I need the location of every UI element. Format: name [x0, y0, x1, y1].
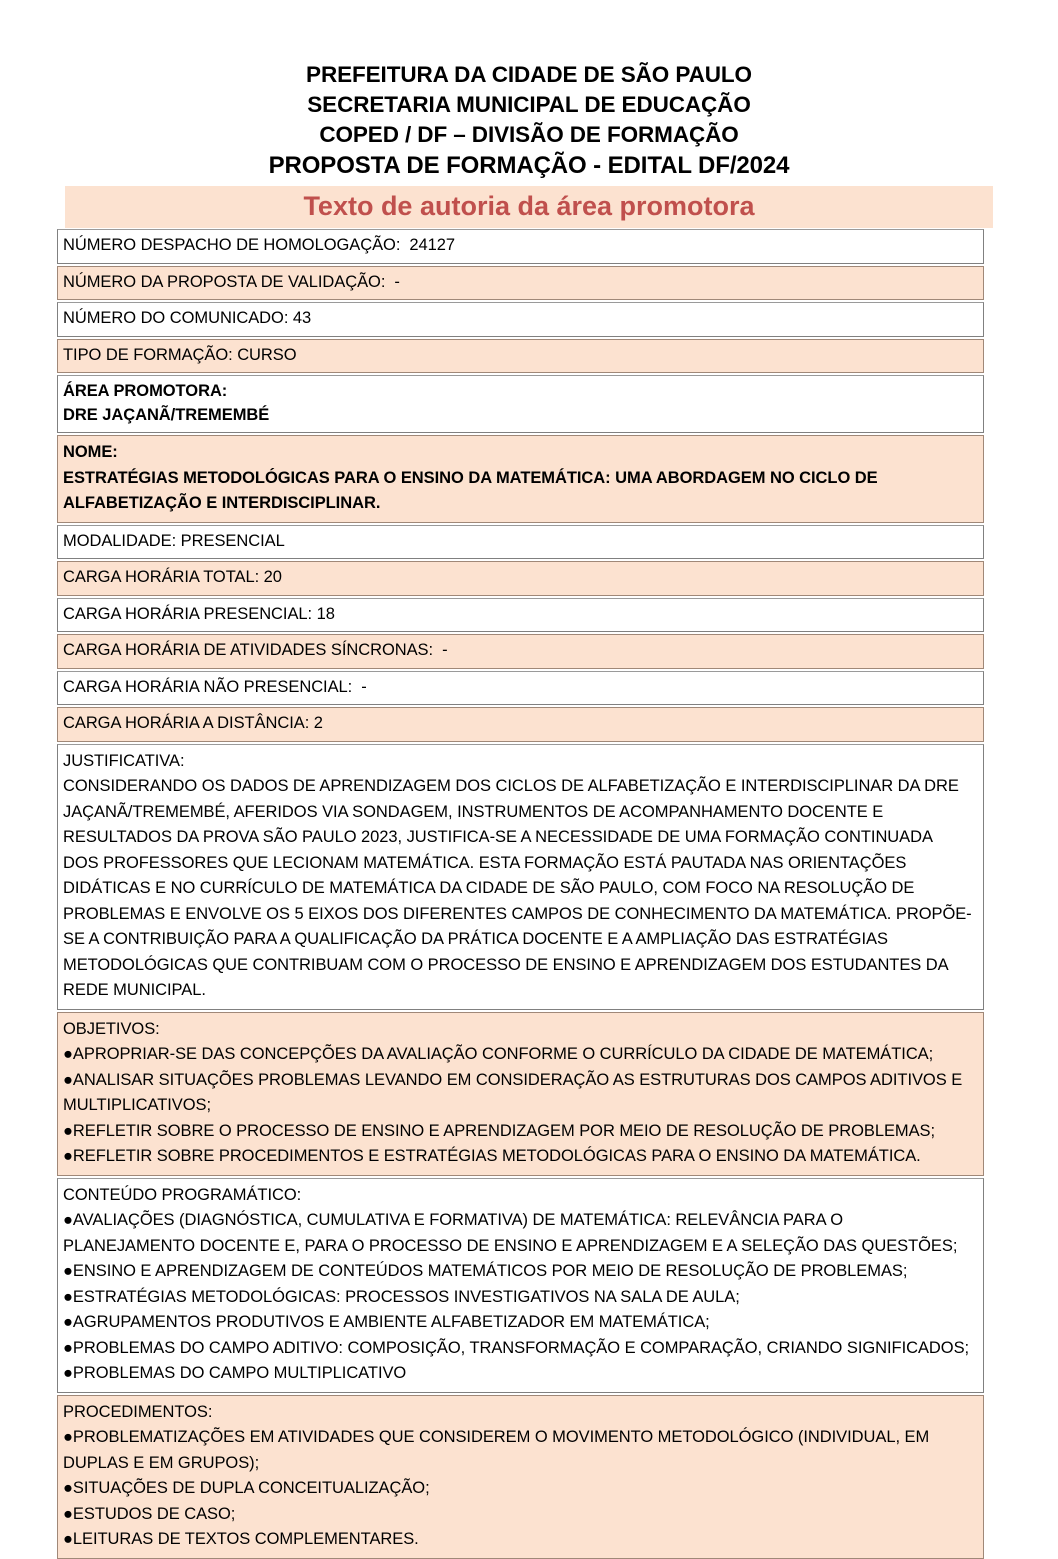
header-line-proposta: PROPOSTA DE FORMAÇÃO - EDITAL DF/2024 — [268, 152, 790, 179]
row-justificativa-line: DIDÁTICAS E NO CURRÍCULO DE MATEMÁTICA DA CIDADE DE SÃO PAULO, COM FOCO NA RESOLUÇÃO DE — [63, 879, 915, 897]
row-nome-line: ESTRATÉGIAS METODOLÓGICAS PARA O ENSINO DA MATEMÁTICA: UMA ABORDAGEM NO CICLO DE — [63, 468, 878, 487]
row-numero-despacho-homologacao — [57, 229, 984, 264]
row-tipo-de-formacao — [57, 339, 984, 374]
row-carga-horaria-a-distancia-line: CARGA HORÁRIA A DISTÂNCIA: 2 — [63, 714, 323, 732]
row-numero-comunicado-line: NÚMERO DO COMUNICADO: 43 — [63, 309, 312, 327]
row-carga-horaria-atividades-sincronas — [57, 634, 984, 669]
row-justificativa-line: DOS PROFESSORES QUE LECIONAM MATEMÁTICA. ESTA FORMAÇÃO ESTÁ PAUTADA NAS ORIENTAÇÕES — [63, 853, 907, 872]
row-procedimentos-line: ●ESTUDOS DE CASO; — [63, 1504, 236, 1523]
header-line-coped: COPED / DF – DIVISÃO DE FORMAÇÃO — [319, 122, 739, 147]
row-conteudo-programatico-line: ●ESTRATÉGIAS METODOLÓGICAS: PROCESSOS INVESTIGATIVOS NA SALA DE AULA; — [63, 1287, 740, 1306]
row-justificativa-line: RESULTADOS DA PROVA SÃO PAULO 2023, JUSTIFICA-SE A NECESSIDADE DE UMA FORMAÇÃO CONTINUADA — [63, 828, 933, 846]
row-conteudo-programatico-line: ●PROBLEMAS DO CAMPO ADITIVO: COMPOSIÇÃO, TRANSFORMAÇÃO E COMPARAÇÃO, CRIANDO SIGNIFICADOS; — [63, 1338, 970, 1357]
form-rows — [57, 229, 984, 1559]
row-modalidade — [57, 525, 984, 560]
row-conteudo-programatico — [57, 1178, 984, 1393]
row-numero-comunicado — [57, 302, 984, 337]
row-procedimentos-line: PROCEDIMENTOS: — [63, 1402, 213, 1421]
row-carga-horaria-nao-presencial-line: CARGA HORÁRIA NÃO PRESENCIAL: - — [63, 677, 367, 696]
row-numero-despacho-homologacao-line: NÚMERO DESPACHO DE HOMOLOGAÇÃO: 24127 — [63, 236, 456, 254]
row-objetivos-line: MULTIPLICATIVOS; — [63, 1096, 212, 1114]
row-nome-line: ALFABETIZAÇÃO E INTERDISCIPLINAR. — [63, 494, 381, 512]
row-conteudo-programatico-line: ●PROBLEMAS DO CAMPO MULTIPLICATIVO — [63, 1364, 407, 1382]
row-conteudo-programatico-line: ●AGRUPAMENTOS PRODUTIVOS E AMBIENTE ALFABETIZADOR EM MATEMÁTICA; — [63, 1313, 710, 1331]
row-conteudo-programatico-line: ●ENSINO E APRENDIZAGEM DE CONTEÚDOS MATEMÁTICOS POR MEIO DE RESOLUÇÃO DE PROBLEMAS; — [63, 1262, 908, 1280]
row-justificativa-line: SE A CONTRIBUIÇÃO PARA A QUALIFICAÇÃO DA PRÁTICA DOCENTE E A AMPLIAÇÃO DAS ESTRATÉGIAS — [63, 930, 888, 948]
row-carga-horaria-nao-presencial — [57, 671, 984, 706]
row-nome-line: NOME: — [63, 443, 118, 461]
row-objetivos-line: ●REFLETIR SOBRE PROCEDIMENTOS E ESTRATÉGIAS METODOLÓGICAS PARA O ENSINO DA MATEMÁTICA. — [63, 1147, 921, 1165]
row-nome — [57, 435, 984, 523]
row-conteudo-programatico-line: CONTEÚDO PROGRAMÁTICO: — [63, 1185, 302, 1204]
row-justificativa-line: REDE MUNICIPAL. — [63, 981, 206, 999]
row-procedimentos-line: ●LEITURAS DE TEXTOS COMPLEMENTARES. — [63, 1530, 419, 1548]
row-conteudo-programatico-line: PLANEJAMENTO DOCENTE E, PARA O PROCESSO DE ENSINO E APRENDIZAGEM E A SELEÇÃO DAS QUESTÕES; — [63, 1236, 958, 1255]
header-line-prefeitura: PREFEITURA DA CIDADE DE SÃO PAULO — [306, 62, 752, 87]
row-carga-horaria-presencial — [57, 598, 984, 633]
row-procedimentos-line: ●PROBLEMATIZAÇÕES EM ATIVIDADES QUE CONSIDEREM O MOVIMENTO METODOLÓGICO (INDIVIDUAL, EM — [63, 1428, 930, 1446]
banner-title: Texto de autoria da área promotora — [303, 191, 755, 221]
header-line-secretaria: SECRETARIA MUNICIPAL DE EDUCAÇÃO — [307, 92, 751, 117]
row-procedimentos — [57, 1395, 984, 1559]
row-area-promotora-line: ÁREA PROMOTORA: — [63, 382, 228, 400]
row-numero-proposta-validacao — [57, 266, 984, 301]
row-objetivos-line: ●ANALISAR SITUAÇÕES PROBLEMAS LEVANDO EM CONSIDERAÇÃO AS ESTRUTURAS DOS CAMPOS ADITIVOS E — [63, 1070, 963, 1089]
row-carga-horaria-presencial-line: CARGA HORÁRIA PRESENCIAL: 18 — [63, 604, 335, 623]
document-header — [57, 60, 1001, 182]
row-justificativa-line: METODOLÓGICAS QUE CONTRIBUAM COM O PROCESSO DE ENSINO E APRENDIZAGEM DOS ESTUDANTES DA — [63, 955, 949, 974]
row-procedimentos-line: DUPLAS E EM GRUPOS); — [63, 1453, 260, 1472]
row-area-promotora — [57, 375, 984, 433]
row-tipo-de-formacao-line: TIPO DE FORMAÇÃO: CURSO — [63, 345, 297, 364]
row-conteudo-programatico-line: ●AVALIAÇÕES (DIAGNÓSTICA, CUMULATIVA E FORMATIVA) DE MATEMÁTICA: RELEVÂNCIA PARA O — [63, 1211, 843, 1229]
row-justificativa-line: CONSIDERANDO OS DADOS DE APRENDIZAGEM DOS CICLOS DE ALFABETIZAÇÃO E INTERDISCIPLINAR DA DRE — [63, 777, 959, 795]
row-modalidade-line: MODALIDADE: PRESENCIAL — [63, 531, 285, 550]
row-carga-horaria-total — [57, 561, 984, 596]
row-carga-horaria-a-distancia — [57, 707, 984, 742]
row-justificativa-line: PROBLEMAS E ENVOLVE OS 5 EIXOS DOS DIFERENTES CAMPOS DE CONHECIMENTO DA MATEMÁTICA. PROPÕE- — [63, 904, 972, 923]
row-objetivos — [57, 1012, 984, 1176]
row-objetivos-line: ●APROPRIAR-SE DAS CONCEPÇÕES DA AVALIAÇÃO CONFORME O CURRÍCULO DA CIDADE DE MATEMÁTICA; — [63, 1045, 934, 1063]
row-objetivos-line: ●REFLETIR SOBRE O PROCESSO DE ENSINO E APRENDIZAGEM POR MEIO DE RESOLUÇÃO DE PROBLEMAS; — [63, 1121, 936, 1140]
row-area-promotora-line: DRE JAÇANÃ/TREMEMBÉ — [63, 405, 270, 424]
row-procedimentos-line: ●SITUAÇÕES DE DUPLA CONCEITUALIZAÇÃO; — [63, 1479, 430, 1497]
row-numero-proposta-validacao-line: NÚMERO DA PROPOSTA DE VALIDAÇÃO: - — [63, 272, 400, 291]
row-carga-horaria-total-line: CARGA HORÁRIA TOTAL: 20 — [63, 568, 282, 586]
row-objetivos-line: OBJETIVOS: — [63, 1019, 160, 1038]
row-justificativa — [57, 744, 984, 1010]
banner — [65, 186, 993, 228]
row-justificativa-line: JUSTIFICATIVA: — [63, 751, 185, 770]
row-carga-horaria-atividades-sincronas-line: CARGA HORÁRIA DE ATIVIDADES SÍNCRONAS: - — [63, 641, 448, 659]
row-justificativa-line: JAÇANÃ/TREMEMBÉ, AFERIDOS VIA SONDAGEM, INSTRUMENTOS DE ACOMPANHAMENTO DOCENTE E — [63, 802, 884, 821]
